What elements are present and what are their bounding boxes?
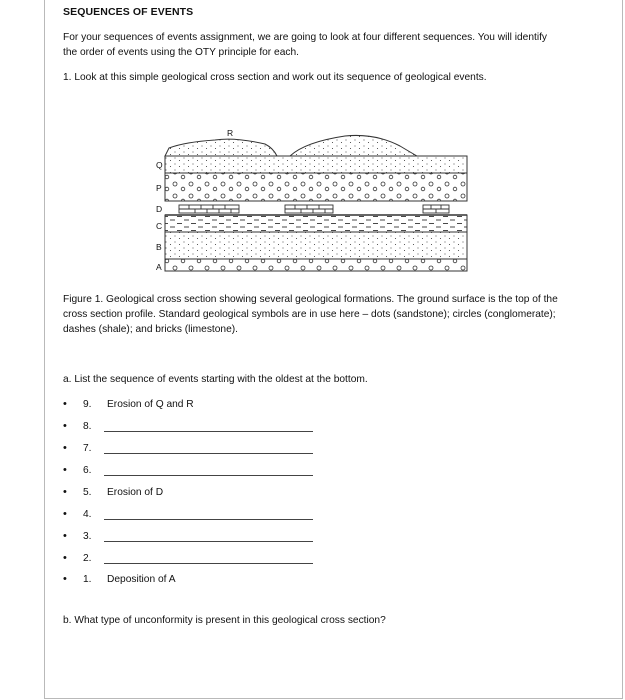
part-a-prompt: a. List the sequence of events starting with the oldest at the bottom. [63, 374, 368, 385]
item-number: 9. [83, 399, 92, 410]
list-item[interactable] [63, 551, 363, 566]
list-item [63, 397, 363, 412]
list-item[interactable] [63, 463, 363, 478]
page-frame [44, 0, 623, 699]
bullet: • [63, 508, 67, 520]
answer-line[interactable] [104, 563, 313, 564]
answer-line[interactable] [104, 475, 313, 476]
list-item [63, 485, 363, 500]
label-a: A [156, 262, 162, 272]
list-item[interactable] [63, 419, 363, 434]
geological-cross-section-figure [155, 120, 475, 280]
label-p: P [156, 183, 162, 193]
label-q: Q [156, 160, 163, 170]
list-item[interactable] [63, 441, 363, 456]
item-number: 2. [83, 553, 92, 564]
layer-a [165, 259, 467, 271]
list-item[interactable] [63, 507, 363, 522]
item-number: 7. [83, 443, 92, 454]
bullet: • [63, 420, 67, 432]
bullet: • [63, 464, 67, 476]
layer-d [165, 201, 467, 215]
list-item [63, 572, 363, 587]
bullet: • [63, 398, 67, 410]
answer-line[interactable] [104, 541, 313, 542]
bullet: • [63, 552, 67, 564]
item-number: 3. [83, 531, 92, 542]
layer-c [165, 215, 467, 232]
answer-line[interactable] [104, 519, 313, 520]
bullet: • [63, 486, 67, 498]
label-d: D [156, 204, 163, 214]
figure-caption: Figure 1. Geological cross section showing several geological formations. The ground surface is the top of the cross section profile. Standard geological symbols are in use here – dots (sandstone); circles (conglomerate); dashes (shale); and bricks (limestone). [63, 294, 558, 335]
question-1: 1. Look at this simple geological cross section and work out its sequence of geological events. [63, 72, 487, 83]
item-text: Erosion of D [107, 487, 164, 498]
layer-b [165, 232, 467, 259]
bullet: • [63, 442, 67, 454]
list-item[interactable] [63, 529, 363, 544]
layer-q [165, 156, 467, 173]
item-number: 5. [83, 487, 92, 498]
document-heading: SEQUENCES OF EVENTS [63, 6, 194, 18]
label-r: R [227, 128, 234, 138]
part-b-prompt: b. What type of unconformity is present in this geological cross section? [63, 615, 386, 626]
item-number: 1. [83, 574, 92, 585]
item-number: 8. [83, 421, 92, 432]
item-text: Erosion of Q and R [107, 399, 194, 410]
layer-p [165, 173, 467, 201]
answer-line[interactable] [104, 453, 313, 454]
answer-line[interactable] [104, 431, 313, 432]
bullet: • [63, 573, 67, 585]
item-number: 4. [83, 509, 92, 520]
bullet: • [63, 530, 67, 542]
label-c: C [156, 221, 163, 231]
layer-r [165, 135, 417, 156]
item-text: Deposition of A [107, 574, 176, 585]
item-number: 6. [83, 465, 92, 476]
intro-paragraph: For your sequences of events assignment, we are going to look at four different sequences. You will identify the order of events using the OTY principle for each. [63, 32, 548, 58]
label-b: B [156, 242, 162, 252]
